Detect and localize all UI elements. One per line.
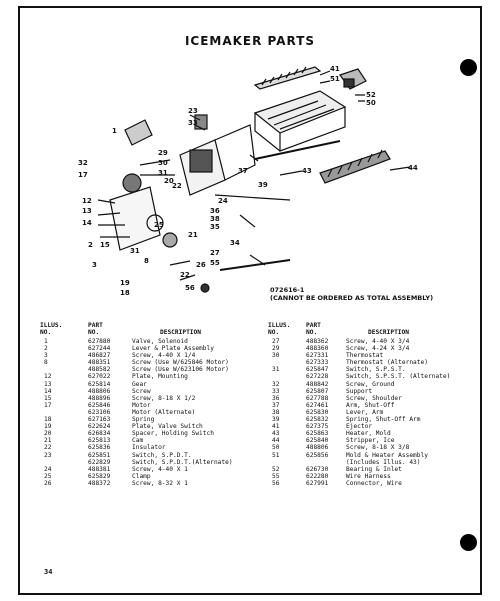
svg-text:29: 29: [158, 149, 168, 157]
table-row: [268, 395, 468, 402]
illus-no-cell: 18: [44, 416, 52, 424]
description-cell: Thermostat: [346, 352, 384, 360]
part-no-cell: 488806: [88, 387, 111, 395]
part-header: PART NO.: [88, 322, 103, 337]
part-no-cell: 625807: [306, 387, 329, 395]
table-header: [40, 322, 265, 338]
part-no-cell: 625836: [88, 444, 111, 452]
svg-text:31: 31: [158, 169, 168, 177]
table-row: [40, 480, 265, 487]
binder-hole-bottom: [460, 534, 477, 551]
table-row: [268, 466, 468, 473]
illus-no-cell: 1: [44, 338, 48, 345]
table-row: [40, 459, 265, 466]
part-no-cell: 627163: [88, 416, 111, 424]
table-header: [268, 322, 468, 338]
description-cell: Screw, 4-24 X 3/4: [346, 345, 410, 353]
assembly-note: [270, 286, 433, 302]
table-row: [268, 338, 468, 345]
part-no-cell: 625856: [306, 451, 329, 459]
page-number: 34: [44, 568, 53, 576]
table-row: [268, 352, 468, 359]
part-no-cell: 627991: [306, 479, 329, 487]
description-cell: Clamp: [132, 472, 151, 480]
table-row: [40, 345, 265, 352]
svg-text:19: 19: [120, 279, 130, 287]
illus-no-cell: 38: [272, 408, 280, 416]
description-cell: Screw, 8-18 X 3/8: [346, 444, 410, 452]
description-header: DESCRIPTION: [368, 329, 409, 336]
illus-no-cell: 31: [272, 366, 280, 374]
svg-text:24: 24: [218, 197, 228, 205]
part-no-cell: 488842: [306, 380, 329, 388]
svg-text:56: 56: [185, 284, 195, 292]
icemaker-exploded-view: [40, 55, 470, 305]
description-cell: Spacer, Holding Switch: [132, 430, 214, 438]
part-no-cell: 627333: [306, 359, 329, 367]
parts-table-right: [268, 322, 468, 487]
description-cell: Cam: [132, 437, 144, 445]
svg-text:22: 22: [180, 271, 190, 279]
description-cell: Arm, Shut-Off: [346, 401, 395, 409]
table-row: [40, 352, 265, 359]
description-cell: Switch, S.P.S.T.: [346, 366, 406, 374]
description-cell: Thermostat (Alternate): [346, 359, 428, 367]
svg-text:27: 27: [210, 249, 220, 257]
svg-text:23: 23: [188, 107, 198, 115]
illus-no-cell: 43: [272, 430, 280, 438]
part-no-cell: 625830: [306, 408, 329, 416]
description-cell: Bearing & Inlet: [346, 465, 402, 473]
part-no-cell: 625829: [88, 472, 111, 480]
part-no-cell: 488582: [88, 366, 111, 374]
svg-text:13: 13: [82, 207, 92, 215]
svg-text:36: 36: [210, 207, 220, 215]
part-no-cell: 625846: [88, 401, 111, 409]
table-row: [268, 402, 468, 409]
description-cell: Switch, S.P.D.T.(Alternate): [132, 458, 233, 466]
page-title: ICEMAKER PARTS: [184, 34, 316, 48]
table-row: [268, 430, 468, 437]
illus-no-cell: 14: [44, 387, 52, 395]
description-cell: Gear: [132, 380, 147, 388]
svg-text:1: 1: [112, 127, 117, 135]
table-row: [40, 366, 265, 373]
description-cell: Heater, Mold: [346, 430, 391, 438]
illus-no-cell: 51: [272, 451, 280, 459]
description-cell: Screw (Use W/623106 Motor): [132, 366, 229, 374]
illus-no-cell: 2: [44, 345, 48, 353]
illus-no-cell: 20: [44, 430, 52, 438]
part-no-cell: 626834: [88, 430, 111, 438]
part-no-cell: 627331: [306, 352, 329, 360]
description-header: DESCRIPTION: [160, 329, 201, 336]
illus-no-cell: 27: [272, 338, 280, 345]
part-no-cell: 625840: [306, 437, 329, 445]
svg-text:50: 50: [366, 99, 376, 107]
part-no-cell: 486827: [88, 352, 111, 360]
illus-no-cell: 25: [44, 472, 52, 480]
svg-text:52: 52: [366, 91, 376, 99]
exploded-parts-diagram: [40, 55, 470, 305]
table-row: [268, 345, 468, 352]
part-no-cell: 488360: [306, 345, 329, 353]
description-cell: Stripper, Ice: [346, 437, 395, 445]
description-cell: Screw, Ground: [346, 380, 395, 388]
illus-no-cell: 12: [44, 373, 52, 381]
svg-text:51: 51: [330, 75, 340, 83]
table-row: [268, 452, 468, 459]
description-cell: Ejector: [346, 423, 373, 431]
part-no-cell: 627228: [306, 373, 329, 381]
illus-no-cell: 8: [44, 359, 48, 367]
description-cell: Screw: [132, 387, 151, 395]
part-no-cell: 488362: [306, 338, 329, 345]
table-row: [40, 473, 265, 480]
description-cell: Motor (Alternate): [132, 408, 196, 416]
svg-text:20: 20: [164, 177, 174, 185]
description-cell: Screw (Use W/625846 Motor): [132, 359, 229, 367]
part-no-cell: 626730: [306, 465, 329, 473]
part-no-cell: 627244: [88, 345, 111, 353]
svg-text:32: 32: [78, 159, 88, 167]
assembly-order-note: (CANNOT BE ORDERED AS TOTAL ASSEMBLY): [270, 294, 434, 302]
svg-text:35: 35: [210, 223, 220, 231]
illus-no-cell: 3: [44, 352, 48, 360]
illus-no-cell: 17: [44, 401, 52, 409]
description-cell: Motor: [132, 401, 151, 409]
table-row: [268, 459, 468, 466]
table-row: [268, 366, 468, 373]
parts-table-left: [40, 322, 265, 487]
svg-text:38: 38: [210, 215, 220, 223]
table-row: [40, 452, 265, 459]
description-cell: (Includes Illus. 43): [346, 458, 421, 466]
part-no-cell: 625813: [88, 437, 111, 445]
table-row: [40, 444, 265, 451]
illus-no-cell: 30: [272, 352, 280, 360]
svg-text:3: 3: [92, 261, 97, 269]
table-body: [268, 338, 468, 487]
table-row: [268, 423, 468, 430]
part-no-cell: 622829: [88, 458, 111, 466]
table-row: [40, 359, 265, 366]
svg-text:18: 18: [120, 289, 130, 297]
description-cell: Plate, Mounting: [132, 373, 188, 381]
svg-text:8: 8: [144, 257, 149, 265]
part-no-cell: 488896: [88, 394, 111, 402]
description-cell: Screw, 4-40 X 1: [132, 465, 188, 473]
table-row: [40, 430, 265, 437]
table-row: [40, 416, 265, 423]
illus-no-cell: 29: [272, 345, 280, 353]
description-cell: Valve, Solenoid: [132, 338, 188, 345]
table-body: [40, 338, 265, 487]
table-row: [268, 416, 468, 423]
table-row: [40, 338, 265, 345]
illus-no-cell: 26: [44, 479, 52, 487]
part-no-cell: 488381: [88, 465, 111, 473]
svg-text:31: 31: [130, 247, 140, 255]
description-cell: Insulator: [132, 444, 166, 452]
svg-text:44: 44: [408, 164, 418, 172]
illus-no-cell: 15: [44, 394, 52, 402]
table-row: [268, 409, 468, 416]
table-row: [40, 395, 265, 402]
part-header: PART NO.: [306, 322, 321, 337]
svg-text:34: 34: [230, 239, 240, 247]
table-row: [40, 409, 265, 416]
svg-text:55: 55: [210, 259, 220, 267]
svg-text:37: 37: [238, 167, 248, 175]
illus-no-cell: 55: [272, 472, 280, 480]
table-row: [268, 359, 468, 366]
part-no-cell: 623106: [88, 408, 111, 416]
description-cell: Mold & Heater Assembly: [346, 451, 428, 459]
part-no-cell: 627788: [306, 394, 329, 402]
part-no-cell: 627461: [306, 401, 329, 409]
illus-no-cell: 50: [272, 444, 280, 452]
description-cell: Wire Harness: [346, 472, 391, 480]
table-row: [268, 388, 468, 395]
description-cell: Plate, Valve Switch: [132, 423, 203, 431]
description-cell: Switch, S.P.S.T. (Alternate): [346, 373, 451, 381]
description-cell: Connector, Wire: [346, 479, 402, 487]
description-cell: Support: [346, 387, 373, 395]
part-no-cell: 627022: [88, 373, 111, 381]
illus-header: ILLUS. NO.: [40, 322, 63, 337]
description-cell: Screw, 4-40 X 1/4: [132, 352, 196, 360]
description-cell: Screw, 8-32 X 1: [132, 479, 188, 487]
svg-text:2: 2: [88, 241, 93, 249]
table-row: [268, 480, 468, 487]
part-no-cell: 625863: [306, 430, 329, 438]
svg-text:17: 17: [78, 171, 88, 179]
description-cell: Screw, Shoulder: [346, 394, 402, 402]
table-row: [40, 402, 265, 409]
table-row: [40, 373, 265, 380]
svg-text:39: 39: [258, 181, 268, 189]
svg-text:33: 33: [188, 119, 198, 127]
svg-text:30: 30: [158, 159, 168, 167]
illus-no-cell: 22: [44, 444, 52, 452]
description-cell: Spring, Shut-Off Arm: [346, 416, 421, 424]
table-row: [268, 437, 468, 444]
svg-text:22: 22: [172, 182, 182, 190]
table-row: [268, 444, 468, 451]
illus-no-cell: 24: [44, 465, 52, 473]
table-row: [40, 466, 265, 473]
table-row: [268, 381, 468, 388]
svg-text:25: 25: [154, 221, 164, 229]
description-cell: Switch, S.P.D.T.: [132, 451, 192, 459]
svg-text:43: 43: [302, 167, 312, 175]
illus-no-cell: 41: [272, 423, 280, 431]
svg-text:41: 41: [330, 65, 340, 73]
part-no-cell: 625814: [88, 380, 111, 388]
part-no-cell: 488351: [88, 359, 111, 367]
illus-no-cell: 13: [44, 380, 52, 388]
description-cell: Lever & Plate Assembly: [132, 345, 214, 353]
illus-no-cell: 32: [272, 380, 280, 388]
svg-text:21: 21: [188, 231, 198, 239]
description-cell: Screw, 4-40 X 3/4: [346, 338, 410, 345]
description-cell: Spring: [132, 416, 155, 424]
part-no-cell: 622280: [306, 472, 329, 480]
table-row: [268, 473, 468, 480]
svg-text:14: 14: [82, 219, 92, 227]
illus-no-cell: 36: [272, 394, 280, 402]
table-row: [40, 381, 265, 388]
part-no-cell: 625851: [88, 451, 111, 459]
description-cell: Screw, 8-18 X 1/2: [132, 394, 196, 402]
illus-no-cell: 23: [44, 451, 52, 459]
illus-no-cell: 33: [272, 387, 280, 395]
illus-no-cell: 39: [272, 416, 280, 424]
illus-header: ILLUS. NO.: [268, 322, 291, 337]
assembly-number: 072616-1: [270, 286, 305, 294]
illus-no-cell: 37: [272, 401, 280, 409]
svg-text:26: 26: [196, 261, 206, 269]
illus-no-cell: 19: [44, 423, 52, 431]
svg-text:12: 12: [82, 197, 92, 205]
part-no-cell: 622624: [88, 423, 111, 431]
table-row: [40, 388, 265, 395]
table-row: [268, 373, 468, 380]
part-no-cell: 625847: [306, 366, 329, 374]
table-row: [40, 437, 265, 444]
svg-text:15: 15: [100, 241, 110, 249]
part-no-cell: 488806: [306, 444, 329, 452]
part-no-cell: 627375: [306, 423, 329, 431]
illus-no-cell: 21: [44, 437, 52, 445]
illus-no-cell: 52: [272, 465, 280, 473]
description-cell: Lever, Arm: [346, 408, 384, 416]
part-no-cell: 625832: [306, 416, 329, 424]
illus-no-cell: 44: [272, 437, 280, 445]
part-no-cell: 488372: [88, 479, 111, 487]
table-row: [40, 423, 265, 430]
part-no-cell: 627880: [88, 338, 111, 345]
illus-no-cell: 56: [272, 479, 280, 487]
